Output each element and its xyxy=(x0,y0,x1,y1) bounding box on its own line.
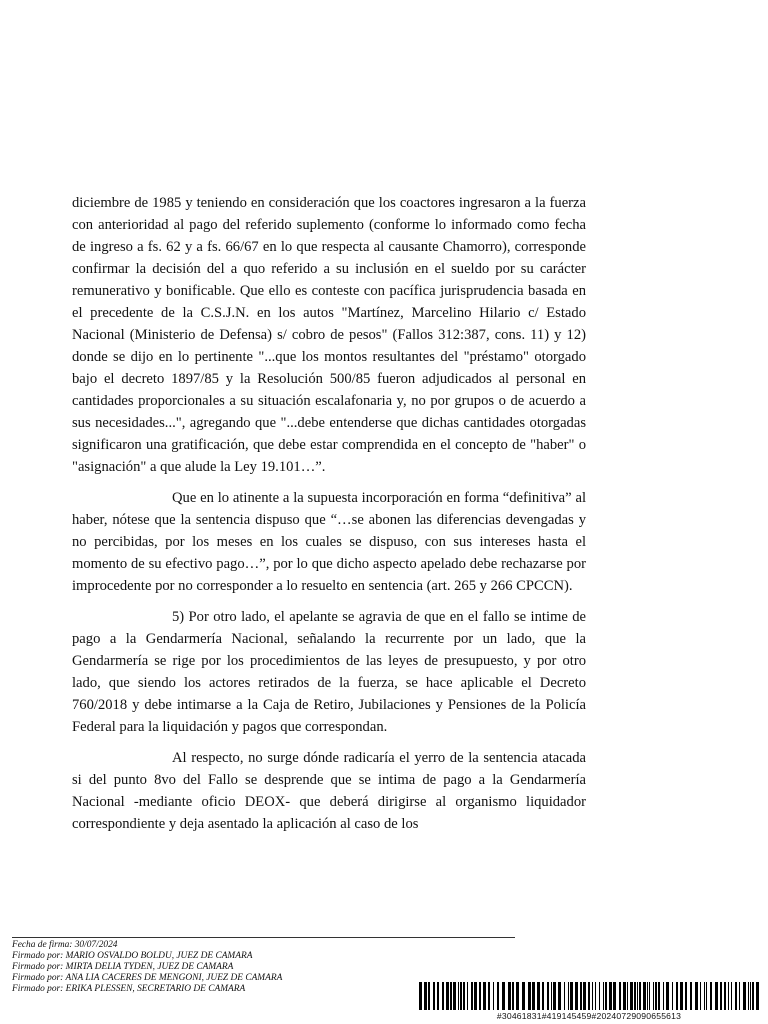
barcode-bar xyxy=(595,982,596,1010)
barcode-bar xyxy=(715,982,718,1010)
barcode-bar xyxy=(739,982,740,1010)
barcode-bar xyxy=(706,982,707,1010)
signature-line: Firmado por: MARIO OSVALDO BOLDU, JUEZ DE CAMARA xyxy=(12,951,253,961)
barcode-bar xyxy=(570,982,573,1010)
signature-date: Fecha de firma: 30/07/2024 xyxy=(12,940,118,950)
barcode-bar xyxy=(522,982,525,1010)
barcode-bar xyxy=(532,982,535,1010)
barcode-bar xyxy=(474,982,477,1010)
barcode-bar xyxy=(479,982,481,1010)
barcode-bar xyxy=(619,982,621,1010)
barcode-bar xyxy=(599,982,600,1010)
barcode-bar xyxy=(467,982,468,1010)
barcode-bar xyxy=(750,982,751,1010)
barcode-bar xyxy=(613,982,616,1010)
barcode-bar xyxy=(685,982,687,1010)
barcode-bar xyxy=(653,982,654,1010)
barcode-bar xyxy=(752,982,754,1010)
barcode-bar xyxy=(728,982,729,1010)
barcode-bar xyxy=(428,982,430,1010)
signature-block xyxy=(12,940,282,995)
barcode-bar xyxy=(756,982,759,1010)
barcode xyxy=(419,982,759,1020)
barcode-bar xyxy=(483,982,486,1010)
signature-line: Firmado por: ANA LIA CACERES DE MENGONI, JUEZ DE CAMARA xyxy=(12,973,283,983)
barcode-bar xyxy=(748,982,749,1010)
barcode-bar xyxy=(547,982,549,1010)
barcode-bar xyxy=(655,982,657,1010)
barcode-bar xyxy=(647,982,648,1010)
barcode-bar xyxy=(497,982,499,1010)
barcode-bar xyxy=(658,982,660,1010)
barcode-bar xyxy=(575,982,578,1010)
paragraph-2: Que en lo atinente a la supuesta incorporación en forma “definitiva” al haber, nótese que la sentencia dispuso que “…se abonen las diferencias devengadas y no percibidas, por los meses en los cuales se dispuso, con sus intereses hasta el momento de su efectivo pago…”, por lo que dicho aspecto apelado debe rechazarse por improcedente por no corresponder a lo resuelto en sentencia (art. 265 y 266 CPCCN). xyxy=(72,490,586,594)
barcode-bar xyxy=(458,982,459,1010)
barcode-bar xyxy=(493,982,494,1010)
barcode-bar xyxy=(580,982,582,1010)
paragraph-4: Al respecto, no surge dónde radicaría el yerro de la sentencia atacada si del punto 8vo del Fallo se desprende que se intima de pago a la Gendarmería Nacional -mediante oficio DEOX- que deberá dirigirse al organismo liquidador correspondiente y deja asentado la aplicación al caso de los xyxy=(72,750,586,832)
barcode-bar xyxy=(453,982,456,1010)
barcode-bar xyxy=(512,982,514,1010)
barcode-bar xyxy=(537,982,540,1010)
barcode-bar xyxy=(433,982,435,1010)
barcode-bar xyxy=(583,982,586,1010)
barcode-bar xyxy=(735,982,737,1010)
barcode-bar xyxy=(437,982,439,1010)
barcode-bar xyxy=(724,982,726,1010)
barcode-bar xyxy=(639,982,641,1010)
barcode-bar xyxy=(528,982,531,1010)
barcode-bar xyxy=(450,982,452,1010)
barcode-bar xyxy=(488,982,490,1010)
barcode-number: #30461831#419145459#20240729090655613 xyxy=(496,1011,682,1021)
barcode-bar xyxy=(643,982,646,1010)
barcode-bar xyxy=(603,982,604,1010)
barcode-bar xyxy=(627,982,628,1010)
barcode-bar xyxy=(690,982,692,1010)
barcode-bar xyxy=(564,982,565,1010)
barcode-bar xyxy=(508,982,511,1010)
barcode-bar xyxy=(592,982,593,1010)
signature-line: Firmado por: MIRTA DELIA TYDEN, JUEZ DE CAMARA xyxy=(12,962,234,972)
barcode-bar xyxy=(471,982,473,1010)
barcode-bar xyxy=(605,982,607,1010)
barcode-bar xyxy=(649,982,650,1010)
barcode-bar xyxy=(680,982,683,1010)
barcode-bar xyxy=(710,982,712,1010)
barcode-bar xyxy=(700,982,701,1010)
barcode-bar xyxy=(720,982,722,1010)
barcode-bar xyxy=(542,982,544,1010)
barcode-bar xyxy=(502,982,505,1010)
barcode-bar xyxy=(743,982,746,1010)
barcode-bar xyxy=(695,982,698,1010)
footer-divider xyxy=(12,937,515,938)
barcode-bar xyxy=(419,982,422,1010)
barcode-bar xyxy=(634,982,636,1010)
barcode-bar xyxy=(568,982,569,1010)
barcode-bars xyxy=(419,982,759,1010)
barcode-bar xyxy=(676,982,678,1010)
barcode-bar xyxy=(446,982,449,1010)
barcode-bar xyxy=(704,982,705,1010)
barcode-bar xyxy=(460,982,462,1010)
barcode-bar xyxy=(672,982,673,1010)
barcode-bar xyxy=(588,982,590,1010)
barcode-bar xyxy=(630,982,633,1010)
barcode-bar xyxy=(516,982,519,1010)
paragraph-3: 5) Por otro lado, el apelante se agravia de que en el fallo se intime de pago a la Gendarmería Nacional, señalando la recurrente por un lado, que la Gendarmería se rige por los procedimientos de las leyes de presupuesto, y por otro lado, que siendo los actores retirados de la fuerza, se hace aplicable el Decreto 760/2018 y debe intimarse a la Caja de Retiro, Jubilaciones y Pensiones de la Policía Federal para la liquidación y pagos que correspondan. xyxy=(72,609,586,735)
barcode-bar xyxy=(623,982,626,1010)
paragraph-1: diciembre de 1985 y teniendo en consideración que los coactores ingresaron a la fuerza con anterioridad al pago del referido suplemento (conforme lo informado como fecha de ingreso a fs. 62 y a fs. 66/67 en lo que respecta al causante Chamorro), corresponde confirmar la decisión del a quo referido a su inclusión en el sueldo por su carácter remunerativo y bonificable. Que ello es conteste con pacífica jurisprudencia basada en el precedente de la C.S.J.N. en los autos "Martínez, Marcelino Hilario c/ Estado Nacional (Ministerio de Defensa) s/ cobro de pesos" (Fallos 312:387, cons. 11) y 12) donde se dijo en lo pertinente "...que los montos resultantes del "préstamo" otorgado bajo el decreto 1897/85 y la Resolución 500/85 fueron adjudicados al personal en cantidades proporcionales a su situación escalafonaria y, no por grupos o de acuerdo a sus necesidades...", agregando que "...debe entenderse que dichas cantidades otorgadas significaron una gratificación, que debe estar comprendida en el concepto de "haber" o "asignación" a que alude la Ley 19.101…”. xyxy=(72,195,586,475)
barcode-bar xyxy=(442,982,444,1010)
barcode-bar xyxy=(463,982,465,1010)
barcode-bar xyxy=(558,982,561,1010)
barcode-bar xyxy=(663,982,664,1010)
barcode-bar xyxy=(553,982,556,1010)
barcode-bar xyxy=(424,982,427,1010)
barcode-bar xyxy=(637,982,638,1010)
barcode-bar xyxy=(551,982,552,1010)
barcode-bar xyxy=(666,982,669,1010)
barcode-bar xyxy=(731,982,732,1010)
barcode-bar xyxy=(609,982,612,1010)
signature-line: Firmado por: ERIKA PLESSEN, SECRETARIO DE CAMARA xyxy=(12,984,246,994)
document-body xyxy=(72,192,586,844)
